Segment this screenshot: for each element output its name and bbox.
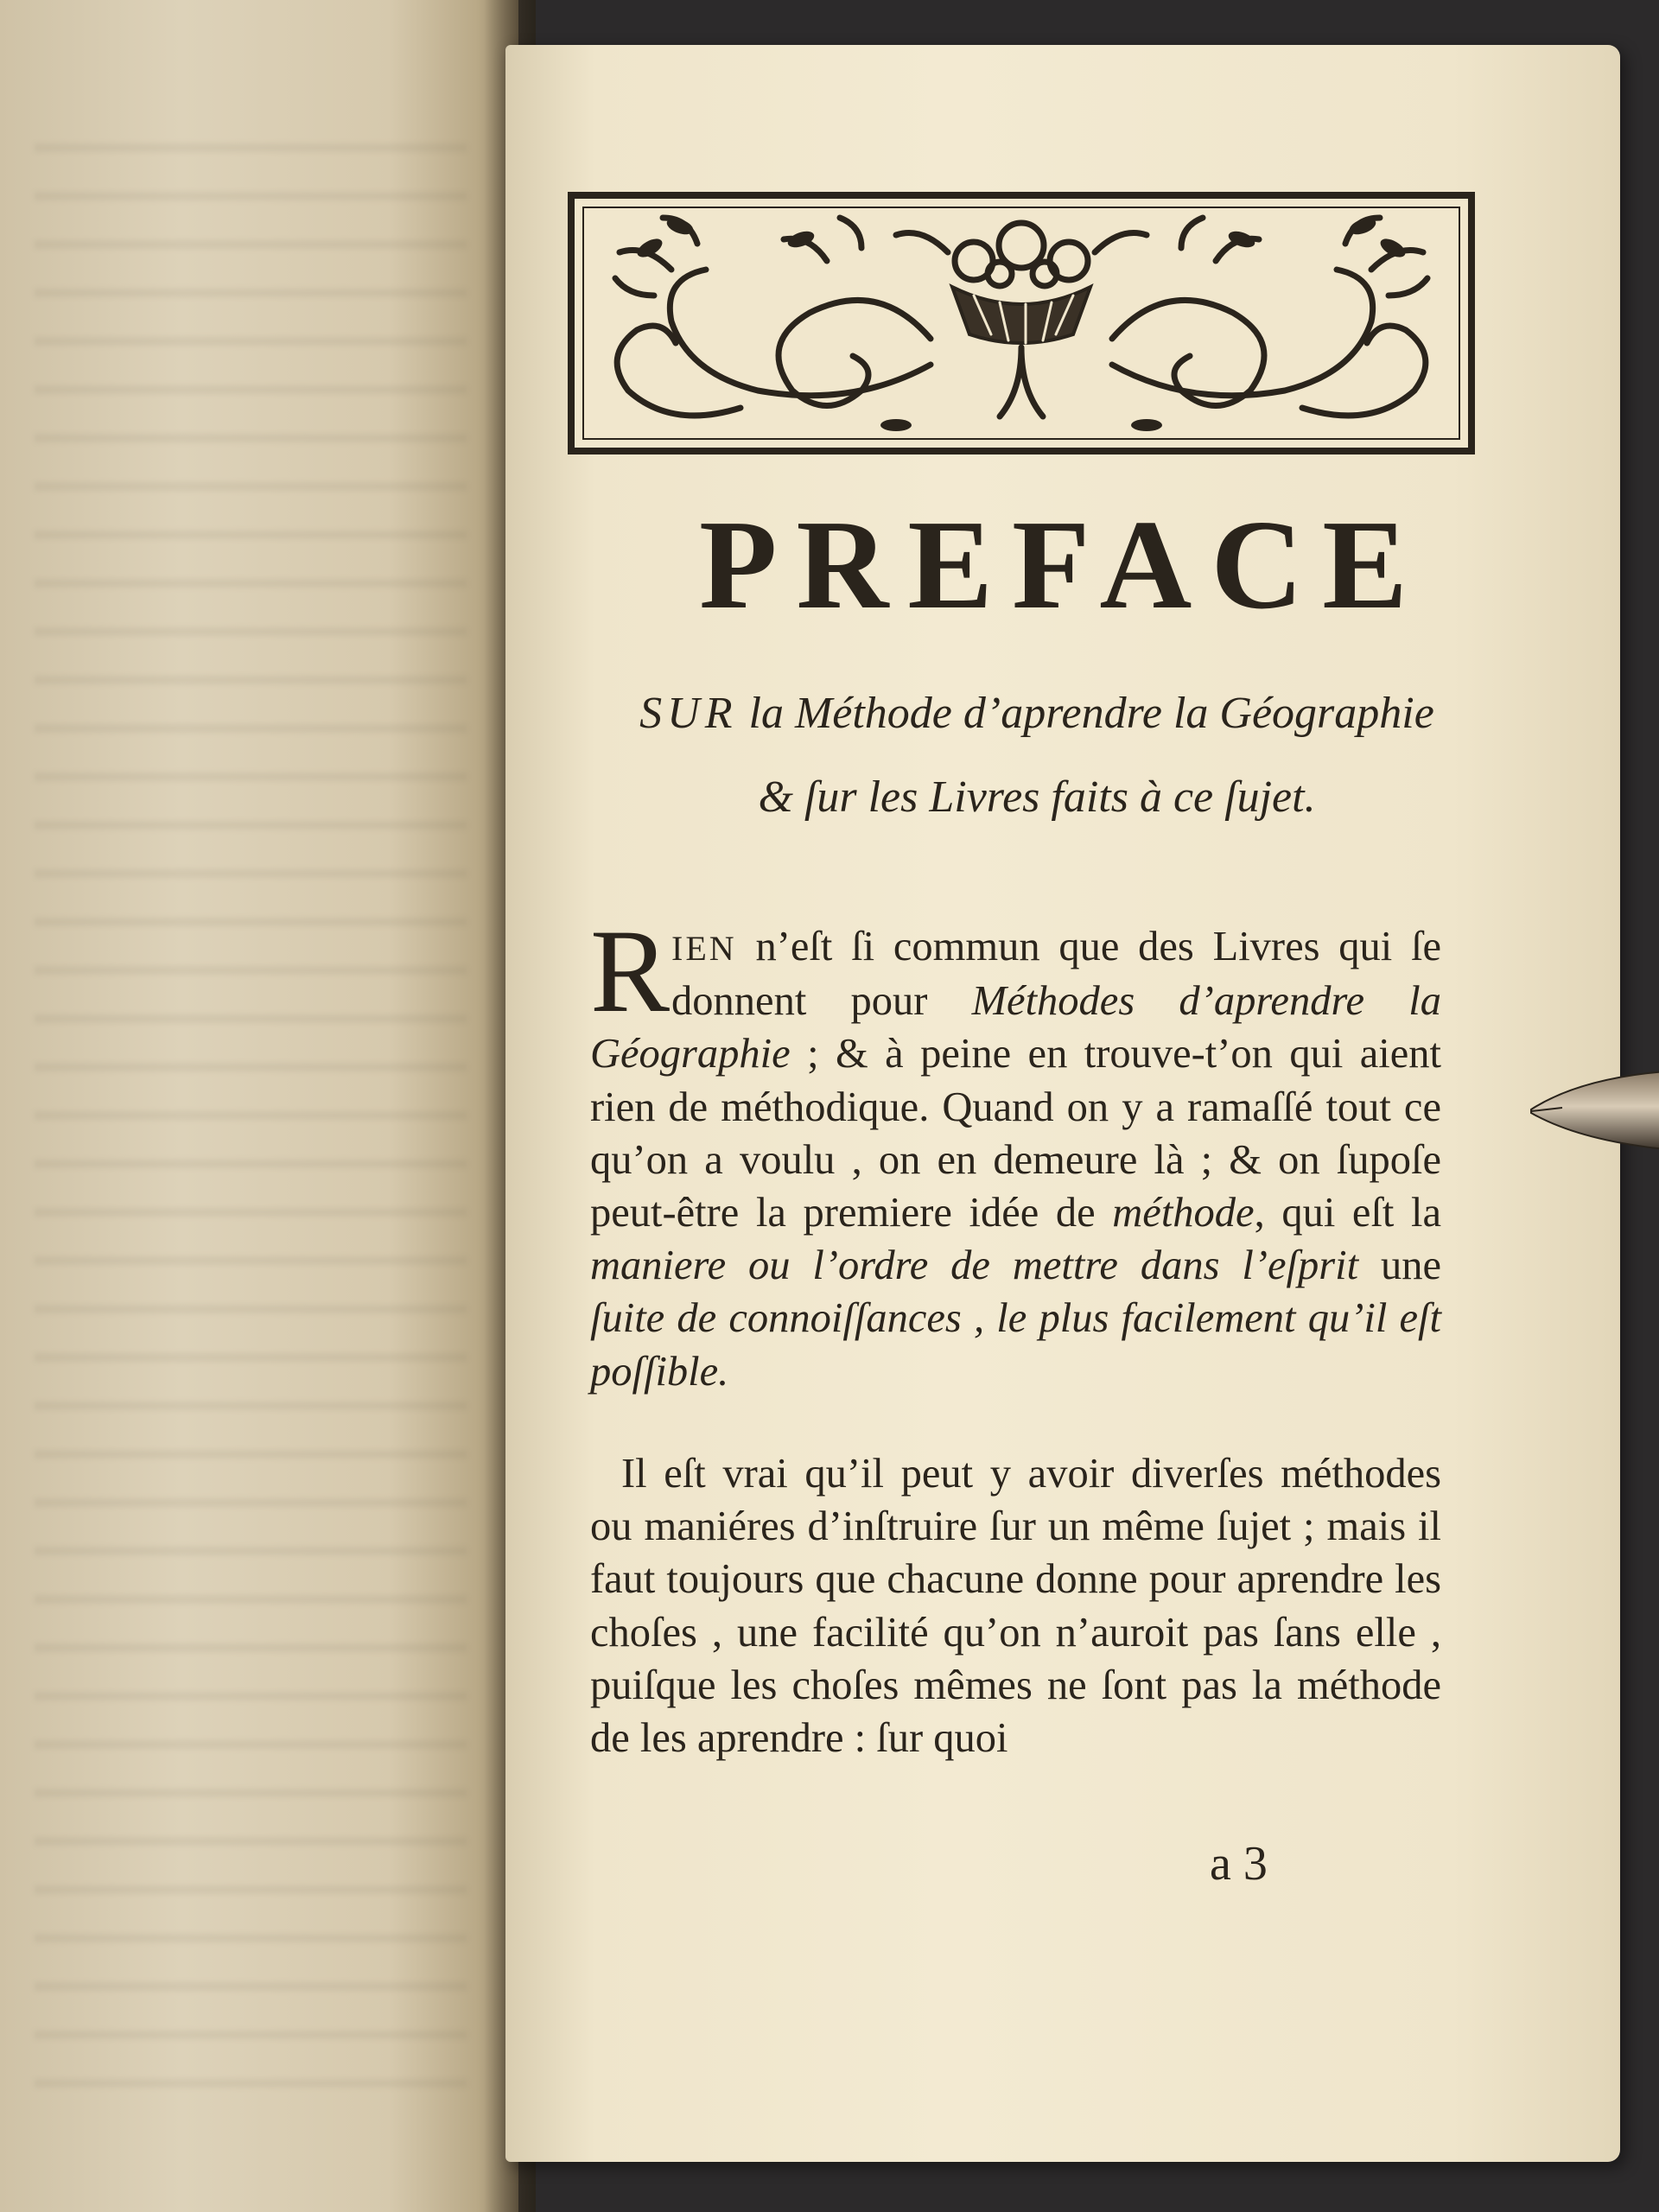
p1-text-a: n’eſt ſi commun que des Livres qui ſe donnent pour (671, 924, 1441, 1025)
p1-italic-3: maniere ou l’ordre de mettre dans l’eſprit (590, 1243, 1359, 1289)
opening-smallcaps: IEN (671, 929, 737, 968)
pen-tip-icon (1528, 1070, 1659, 1153)
subtitle-line-1-text: la Méthode d’aprendre la Géographie (737, 689, 1434, 738)
drop-cap: R (590, 905, 671, 1037)
paragraph-1 (590, 905, 1442, 1398)
bleed-through-text (35, 104, 467, 2108)
p1-italic-4: ſuite de connoiſſances , le plus facilement qu’il eſt poſſible. (590, 1295, 1441, 1395)
left-page (0, 0, 518, 2212)
subtitle-line-2: & ſur les Livres faits à ce ſujet. (758, 772, 1316, 822)
subtitle-smallcaps: SUR (639, 689, 738, 738)
p1-text-d: une (1358, 1243, 1441, 1289)
page-title: PREFACE (699, 494, 1427, 636)
p1-italic-1: Méthodes d’aprendre la Géographie (590, 978, 1441, 1077)
p1-italic-2: méthode (1112, 1190, 1255, 1236)
floral-headpiece-ornament-icon (568, 192, 1475, 454)
paragraph-2: Il eſt vrai qu’il peut y avoir diverſes méthodes ou maniéres d’inſtruire ſur un même ſujet ; mais il faut toujours que chacune donne pour aprendre les choſes , une facilité qu’on n’auroit pas ſans elle , puiſque les choſes mêmes ne ſont pas la méthode de les aprendre : ſur quoi (590, 1451, 1441, 1762)
p1-text-c: , qui eſt la (1254, 1190, 1442, 1236)
p1-text-b: ; & à peine en trouve-t’on qui aient rien de méthodique. Quand on y a ramaſſé tout ce qu’on a voulu , on en demeure là ; & on ſupoſe peut-être la premiere idée de (590, 1031, 1441, 1236)
signature-mark: a 3 (1210, 1837, 1268, 1891)
subtitle-line-1 (553, 688, 1521, 739)
